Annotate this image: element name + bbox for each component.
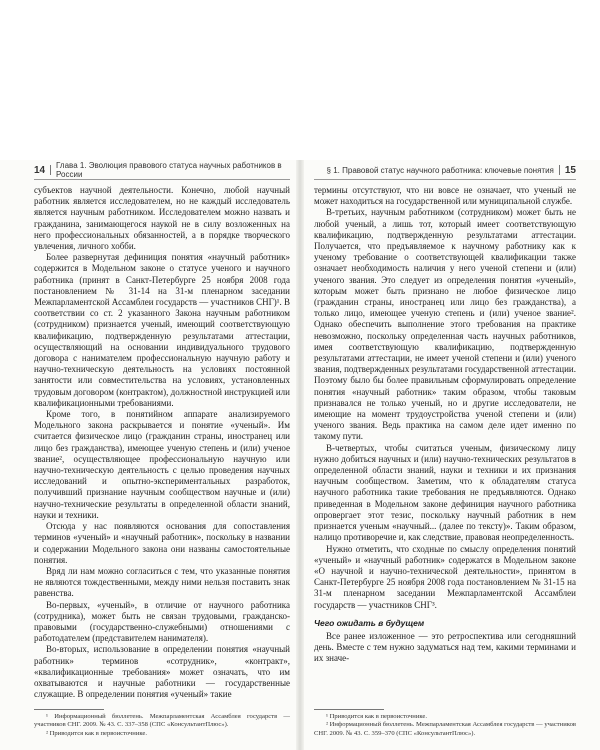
book-spread <box>0 160 600 750</box>
footnote: ¹ Информационный бюллетень. Межпарламентская Ассамблея государств — участников СНГ. 2009. № 43. С. 337–358 (СПС «КонсультантПлюс»). <box>34 713 290 729</box>
paragraph: В-четвертых, чтобы считаться ученым, физическому лицу нужно добиться научных и (или) научно-технических результатов в определенной области знаний, науки и техники и их признания научным сообществом. Заметим, что к обладателям статуса научного работника такие требования не предъявляются. Однако приведенная в Модельном законе дефиниция научного работника опровергает этот тезис, поскольку научный работник в нем признается ученым «научный... (далее по тексту)». Таким образом, налицо противоречие и, как следствие, правовая неопределенность. <box>314 442 576 543</box>
chapter-title: Глава 1. Эволюция правового статуса научных работников в России <box>56 161 282 179</box>
book-gutter <box>296 160 304 750</box>
right-body-text <box>314 185 576 665</box>
head-separator <box>50 165 51 175</box>
paragraph: Вряд ли нам можно согласиться с тем, что указанные понятия не являются тождественными, между ними нельзя поставить знак равенства. <box>34 565 290 599</box>
footnote-rule <box>314 709 384 710</box>
left-running-head <box>34 163 290 177</box>
right-footnotes <box>314 713 576 738</box>
right-running-head <box>314 163 576 177</box>
paragraph: Во-вторых, использование в определении понятия «научный работник» терминов «сотрудник», «контракт», «квалификационные требования» может означать, что им охватываются и научные работники — государственные служащие. В определении понятия «ученый» такие <box>34 644 290 700</box>
footnote: ² Приводится как в первоисточнике. <box>46 729 147 737</box>
left-page <box>34 160 290 750</box>
header-rule <box>314 179 576 180</box>
blank-top-area <box>0 0 600 160</box>
paragraph: Более развернутая дефиниция понятия «научный работник» содержится в Модельном законе о статусе ученого и научного работника (принят в Санкт-Петербурге 25 ноября 2008 года постановлением № 31-14 на 31-м пленарном заседании Межпарламентской Ассамблеи государств — участников СНГ)¹. В соответствии со ст. 2 указанного Закона научным работником (сотрудником) признается ученый, имеющий соответствующую квалификацию, подтвержденную результатами аттестации, осуществляющий на основании индивидуального трудового договора с нанимателем профессиональную научную работу и научно-техническую деятельность на условиях постоянной занятости или совместительства на условиях, установленных трудовым договором (контрактом), должностной инструкцией или квалификационными требованиями. <box>34 252 290 408</box>
paragraph: термины отсутствуют, что ни вовсе не означает, что ученый не может находиться на государственной или муниципальной службе. <box>314 185 576 207</box>
left-footnotes <box>34 713 290 738</box>
paragraph: Все ранее изложенное — это ретроспектива или сегодняшний день. Вместе с тем нужно задуматься над тем, какими терминами и их значе- <box>314 630 576 664</box>
footnote: ¹ Приводится как в первоисточнике. <box>326 713 427 720</box>
paragraph: В-третьих, научным работником (сотрудником) может быть не любой ученый, а лишь тот, который имеет соответствующую квалификацию, подтвержденную результатами аттестации. Получается, что предъявляемое к научному работнику как к ученому требование о соответствующей квалификации также означает необходимость наличия у него ученой степени и (или) ученого звания. Это следует из определения понятия «ученый», которым может быть признано не любое физическое лицо (гражданин страны, иностранец или лицо без гражданства), а только лицо, имеющее ученую степень и (или) ученое звание². Однако обеспечить выполнение этого требования на практике невозможно, поскольку определенная часть научных работников, имея соответствующую квалификацию, подтвержденную результатами аттестации, не имеет ученой степени и (или) ученого звания, подтвержденных результатами государственной аттестации. Поэтому было бы более правильным сформулировать определение понятия «научный работник» таким образом, чтобы таковым признавался не только ученый, но и другие исследователи, не имеющие на момент трудоустройства ученой степени и (или) ученого звания. Ведь практика на самом деле идет именно по такому пути. <box>314 207 576 442</box>
paragraph: Во-первых, «ученый», в отличие от научного работника (сотрудника), может быть не связан трудовыми, гражданско-правовыми (государственно-служебными) отношениями с работодателем (представителем нанимателя). <box>34 599 290 644</box>
right-page-number: 15 <box>564 164 576 176</box>
header-rule <box>34 179 290 180</box>
section-heading: Чего ожидать в будущем <box>314 617 425 628</box>
footnote: ² Информационный бюллетень. Межпарламентская Ассамблея государств — участников СНГ. 2009. № 43. С. 359–370 (СПС «КонсультантПлюс»). <box>314 721 576 737</box>
section-title: § 1. Правовой статус научного работника: ключевые понятия <box>326 165 554 175</box>
paragraph: субъектов научной деятельности. Конечно, любой научный работник является исследователем, но не каждый исследователь является научным работником. Исследователем можно назвать и гражданина, занимающегося наукой не в силу возложенных на него профессиональных обязанностей, а в порядке творческого увлечения, личного хобби. <box>34 185 290 252</box>
left-body-text <box>34 185 290 700</box>
paragraph: Отсюда у нас появляются основания для сопоставления терминов «ученый» и «научный работник», поскольку в названии и содержании Модельного закона они названы самостоятельные понятия. <box>34 521 290 565</box>
footnote-rule <box>34 709 104 710</box>
head-separator <box>559 165 560 175</box>
paragraph: Нужно отметить, что сходные по смыслу определения понятий «ученый» и «научный работник» содержатся в Модельном законе «О научной и научно-технической деятельности», принятом в Санкт-Петербурге 25 ноября 2008 года постановлением № 31-15 на 31-м пленарном заседании Межпарламентской Ассамблеи государств — участников СНГ³. <box>314 543 576 610</box>
paragraph: Кроме того, в понятийном аппарате анализируемого Модельного закона раскрывается и понятие «ученый». Им считается физическое лицо (гражданин страны, иностранец или лицо без гражданства), имеющее ученую степень и (или) ученое звание², осуществляющее профессиональную научную или научно-техническую деятельность с целью проведения научных исследований и опытно-экспериментальных разработок, получивший признание научным сообществом научные и (или) научно-технические результаты в определенной области знаний, науки и техники. <box>34 409 290 520</box>
right-page <box>314 160 576 750</box>
left-page-number: 14 <box>34 164 46 176</box>
